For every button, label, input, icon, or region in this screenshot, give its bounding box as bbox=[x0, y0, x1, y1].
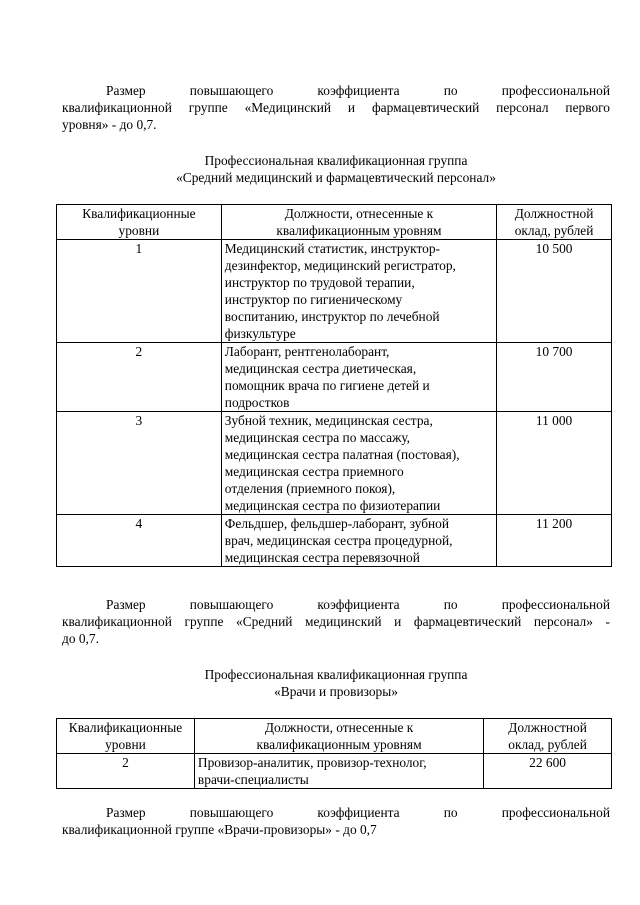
header-text: Квалификационные bbox=[68, 720, 183, 735]
positions-cell bbox=[221, 515, 496, 567]
paragraph-line: квалификационной группе «Средний медицинский и фармацевтический персонал» - bbox=[62, 614, 610, 629]
table-row bbox=[57, 343, 612, 412]
header-cell-levels bbox=[57, 719, 195, 754]
positions-cell bbox=[194, 754, 483, 789]
level-cell: 2 bbox=[57, 754, 195, 789]
header-text: квалификационным уровням bbox=[276, 223, 442, 238]
header-text: оклад, рублей bbox=[514, 223, 594, 238]
position-line: помощник врача по гигиене детей и bbox=[224, 378, 430, 393]
header-text: Должности, отнесенные к bbox=[284, 206, 434, 221]
paragraph-line: Размер повышающего коэффициента по профессиональной bbox=[106, 597, 610, 612]
coefficient-paragraph-3 bbox=[62, 804, 610, 838]
position-line: медицинская сестра по физиотерапии bbox=[224, 498, 441, 513]
table-row bbox=[57, 754, 612, 789]
position-line: медицинская сестра приемного bbox=[224, 464, 404, 479]
position-line: дезинфектор, медицинский регистратор, bbox=[224, 258, 456, 273]
level-cell: 4 bbox=[57, 515, 222, 567]
level-cell: 2 bbox=[57, 343, 222, 412]
position-line: физкультуре bbox=[224, 326, 296, 341]
table-header-row bbox=[57, 205, 612, 240]
header-text: Должностной bbox=[514, 206, 594, 221]
header-text: квалификационным уровням bbox=[256, 737, 422, 752]
paragraph-line: квалификационной группе «Врачи-провизоры» - до 0,7 bbox=[62, 822, 377, 837]
group-heading-mid-staff bbox=[62, 152, 610, 186]
position-line: подростков bbox=[224, 395, 290, 410]
header-cell-positions bbox=[194, 719, 483, 754]
position-line: Лаборант, рентгенолаборант, bbox=[224, 344, 390, 359]
heading-line: «Врачи и провизоры» bbox=[274, 684, 398, 699]
salary-cell: 11 000 bbox=[497, 412, 612, 515]
header-text: уровни bbox=[105, 737, 146, 752]
position-line: Зубной техник, медицинская сестра, bbox=[224, 413, 433, 428]
table-row bbox=[57, 240, 612, 343]
level-cell: 1 bbox=[57, 240, 222, 343]
position-line: Провизор-аналитик, провизор-технолог, bbox=[197, 755, 427, 770]
header-text: уровни bbox=[118, 223, 160, 238]
position-line: медицинская сестра по массажу, bbox=[224, 430, 411, 445]
heading-line: «Средний медицинский и фармацевтический персонал» bbox=[176, 170, 496, 185]
positions-cell bbox=[221, 412, 496, 515]
table-header-row bbox=[57, 719, 612, 754]
header-cell-levels bbox=[57, 205, 222, 240]
header-text: оклад, рублей bbox=[508, 737, 587, 752]
table-row bbox=[57, 515, 612, 567]
paragraph-line: до 0,7. bbox=[62, 631, 99, 646]
position-line: медицинская сестра палатная (постовая), bbox=[224, 447, 460, 462]
paragraph-line: уровня» - до 0,7. bbox=[62, 117, 157, 132]
header-cell-positions bbox=[221, 205, 496, 240]
header-text: Должности, отнесенные к bbox=[264, 720, 414, 735]
position-line: врач, медицинская сестра процедурной, bbox=[224, 533, 453, 548]
coefficient-paragraph-2 bbox=[62, 596, 610, 647]
position-line: инструктор по гигиеническому bbox=[224, 292, 403, 307]
salary-cell: 10 500 bbox=[497, 240, 612, 343]
position-line: Фельдшер, фельдшер-лаборант, зубной bbox=[224, 516, 450, 531]
header-text: Должностной bbox=[508, 720, 587, 735]
positions-cell bbox=[221, 240, 496, 343]
paragraph-line: Размер повышающего коэффициента по профессиональной bbox=[106, 83, 610, 98]
position-line: воспитанию, инструктор по лечебной bbox=[224, 309, 440, 324]
heading-line: Профессиональная квалификационная группа bbox=[204, 667, 468, 682]
group-heading-doctors bbox=[62, 666, 610, 700]
salary-table-mid-staff bbox=[56, 204, 612, 567]
salary-cell: 10 700 bbox=[497, 343, 612, 412]
salary-cell: 22 600 bbox=[484, 754, 612, 789]
header-text: Квалификационные bbox=[82, 206, 196, 221]
position-line: Медицинский статистик, инструктор- bbox=[224, 241, 440, 256]
position-line: врачи-специалисты bbox=[197, 772, 309, 787]
salary-table-doctors bbox=[56, 718, 612, 789]
position-line: медицинская сестра перевязочной bbox=[224, 550, 420, 565]
heading-line: Профессиональная квалификационная группа bbox=[204, 153, 468, 168]
table-row bbox=[57, 412, 612, 515]
level-cell: 3 bbox=[57, 412, 222, 515]
coefficient-paragraph-1 bbox=[62, 82, 610, 133]
paragraph-line: Размер повышающего коэффициента по профессиональной bbox=[106, 805, 610, 820]
salary-cell: 11 200 bbox=[497, 515, 612, 567]
position-line: инструктор по трудовой терапии, bbox=[224, 275, 415, 290]
paragraph-line: квалификационной группе «Медицинский и фармацевтический персонал первого bbox=[62, 100, 610, 115]
header-cell-salary bbox=[484, 719, 612, 754]
position-line: отделения (приемного покоя), bbox=[224, 481, 396, 496]
header-cell-salary bbox=[497, 205, 612, 240]
position-line: медицинская сестра диетическая, bbox=[224, 361, 417, 376]
positions-cell bbox=[221, 343, 496, 412]
